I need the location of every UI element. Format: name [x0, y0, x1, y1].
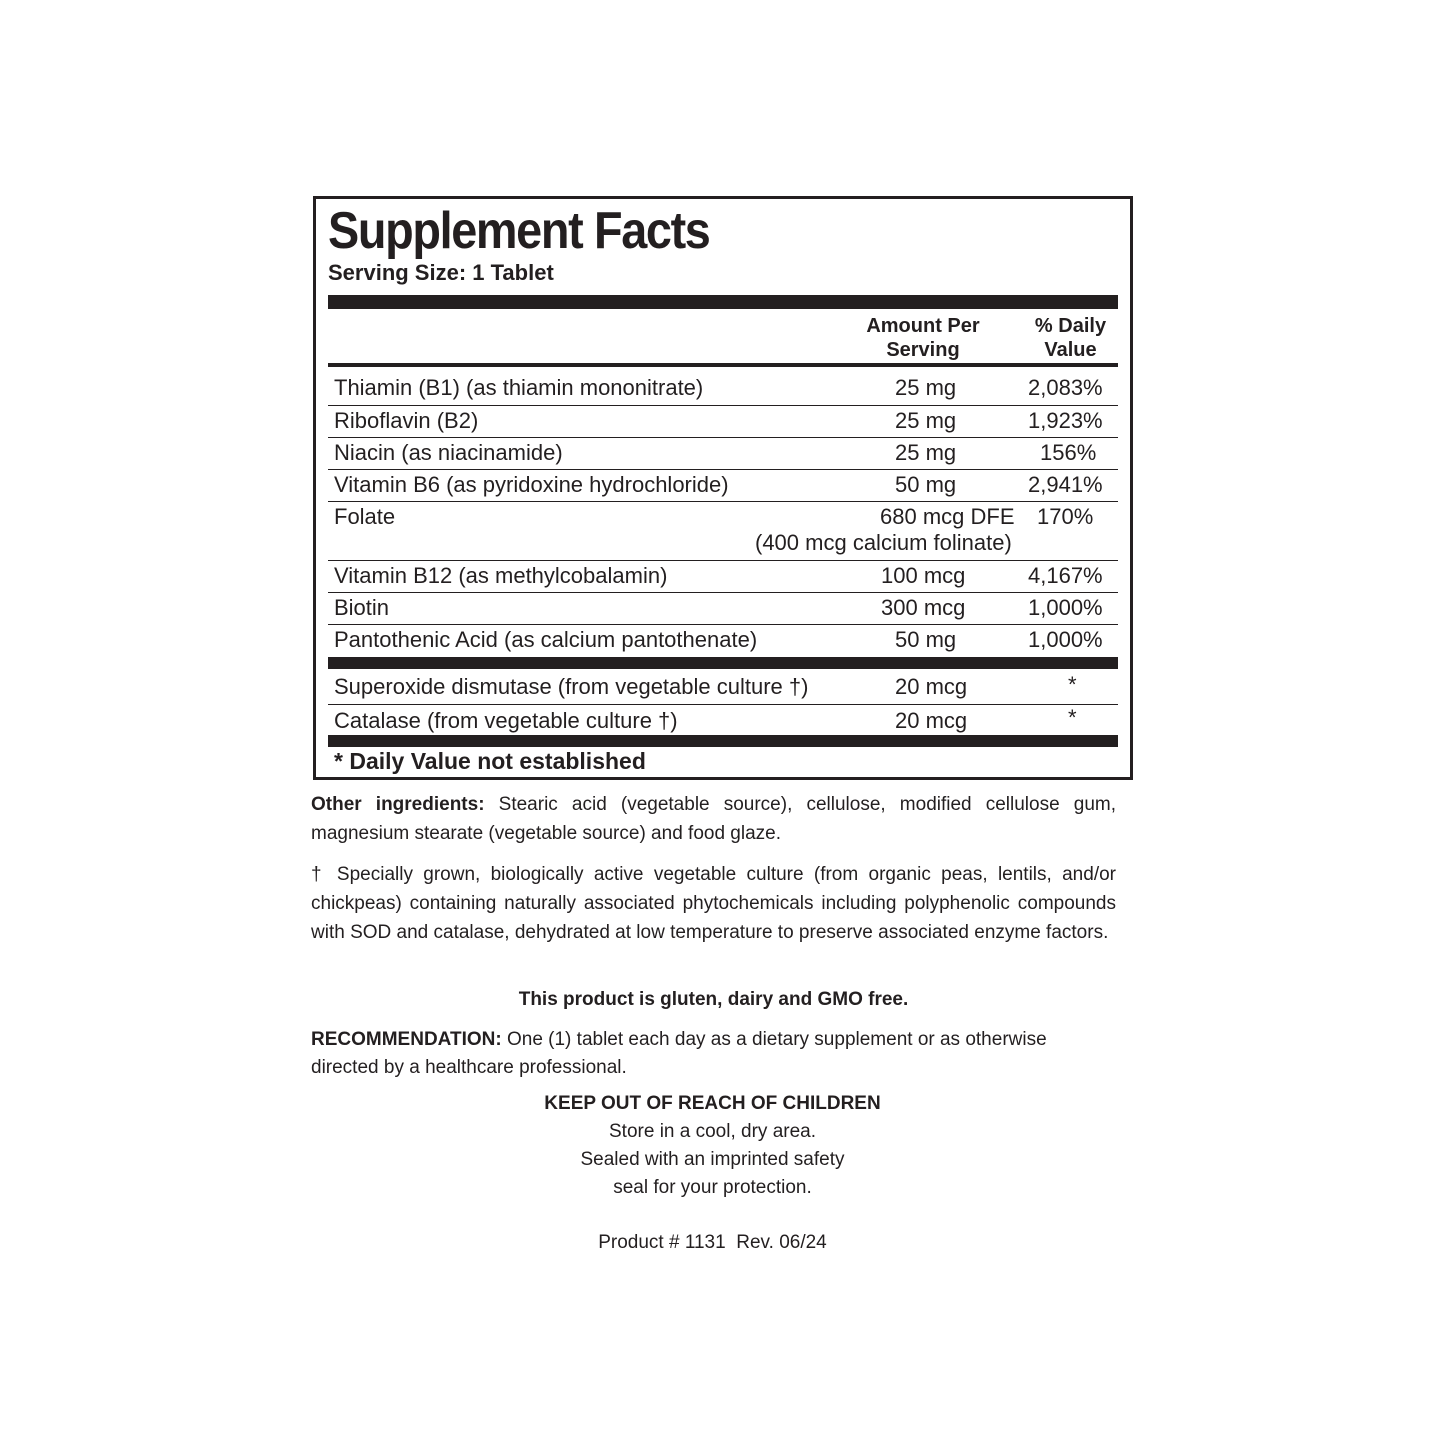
ingredient-name: Catalase (from vegetable culture †) [334, 708, 678, 733]
nutrient-source-note: (400 mcg calcium folinate) [755, 530, 1012, 555]
recommendation [311, 1026, 1071, 1082]
recommendation-label: RECOMMENDATION: [311, 1029, 502, 1050]
ingredient-daily-value: * [1068, 705, 1077, 730]
seal-line-2: seal for your protection. [613, 1177, 812, 1198]
divider-thick-middle [328, 657, 1118, 669]
serving-size: Serving Size: 1 Tablet [328, 260, 554, 285]
recommendation-line2: directed by a healthcare professional. [311, 1057, 627, 1078]
column-header-amount-line1: Amount Per [866, 315, 980, 337]
table-row [328, 561, 1118, 593]
supplement-facts-panel [313, 196, 1133, 780]
panel-title: Supplement Facts [328, 202, 710, 260]
nutrient-name: Folate [334, 504, 396, 529]
nutrient-daily-value: 1,000% [1028, 595, 1103, 620]
nutrient-daily-value: 2,083% [1028, 375, 1103, 400]
column-header-dv-line2: Value [1044, 339, 1097, 361]
nutrient-amount: 50 mg [895, 472, 957, 497]
nutrient-daily-value: 4,167% [1028, 563, 1103, 588]
other-ingredients [311, 790, 1116, 848]
table-row [328, 625, 1118, 656]
ingredient-amount: 20 mcg [895, 708, 968, 733]
ingredient-daily-value: * [1068, 672, 1077, 697]
other-ingredients-label: Other ingredients: [311, 794, 485, 815]
table-row [328, 369, 1118, 406]
nutrient-daily-value: 156% [1040, 440, 1097, 465]
nutrient-name: Niacin (as niacinamide) [334, 440, 563, 465]
nutrient-amount: 25 mg [895, 440, 957, 465]
nutrient-daily-value: 2,941% [1028, 472, 1103, 497]
culture-note: † Specially grown, biologically active vegetable culture (from organic peas, lentils, and/or chickpeas) containing naturally associated phytochemicals including polyphenolic compounds with SOD and catalase, dehydrated at low temperature to preserve associated enzyme factors. [311, 864, 1116, 943]
recommendation-text: One (1) tablet each day as a dietary supplement or as otherwise [506, 1029, 1047, 1050]
nutrient-amount: 25 mg [895, 408, 957, 433]
nutrient-name: Biotin [334, 595, 390, 620]
column-header-amount [853, 314, 993, 362]
seal-line-1: Sealed with an imprinted safety [580, 1149, 845, 1170]
table-row [328, 705, 1118, 735]
daily-value-footnote: * Daily Value not established [334, 748, 646, 774]
free-statement: This product is gluten, dairy and GMO free. [518, 989, 909, 1010]
column-header-dv-line1: % Daily [1034, 315, 1107, 337]
nutrient-amount: 100 mcg [881, 563, 966, 588]
nutrient-amount: 300 mcg [881, 595, 966, 620]
table-row [328, 502, 1118, 561]
ingredient-amount: 20 mcg [895, 674, 968, 699]
nutrient-name: Vitamin B12 (as methylcobalamin) [334, 563, 668, 588]
table-row [328, 593, 1118, 625]
divider-thick-top [328, 295, 1118, 309]
storage-line: Store in a cool, dry area. [609, 1121, 816, 1142]
nutrient-amount: 680 mcg DFE [880, 504, 1015, 529]
nutrient-amount: 25 mg [895, 375, 957, 400]
divider-header [328, 363, 1118, 367]
nutrient-amount: 50 mg [895, 627, 957, 652]
table-row [328, 470, 1118, 502]
nutrient-name: Vitamin B6 (as pyridoxine hydrochloride) [334, 472, 729, 497]
column-header-daily-value [1018, 314, 1123, 362]
recommendation-line1 [311, 1026, 1071, 1054]
column-header-amount-line2: Serving [886, 339, 960, 361]
table-row [328, 438, 1118, 470]
nutrient-daily-value: 1,000% [1028, 627, 1103, 652]
warning-heading: KEEP OUT OF REACH OF CHILDREN [544, 1093, 881, 1114]
divider-thick-bottom [328, 735, 1118, 747]
table-row [328, 406, 1118, 438]
nutrient-name: Thiamin (B1) (as thiamin mononitrate) [334, 375, 704, 400]
product-code: Product # 1131 Rev. 06/24 [598, 1232, 827, 1253]
nutrient-name: Riboflavin (B2) [334, 408, 479, 433]
nutrient-name: Pantothenic Acid (as calcium pantothenate) [334, 627, 758, 652]
ingredient-name: Superoxide dismutase (from vegetable culture †) [334, 674, 809, 699]
nutrient-daily-value: 1,923% [1028, 408, 1103, 433]
warning-block [411, 1090, 1014, 1202]
table-row [328, 670, 1118, 705]
nutrient-daily-value: 170% [1037, 504, 1094, 529]
other-ingredients-text: Stearic acid (vegetable source), cellulose, modified cellulose gum, magnesium stearate (vegetable source) and food glaze. [311, 794, 1117, 844]
